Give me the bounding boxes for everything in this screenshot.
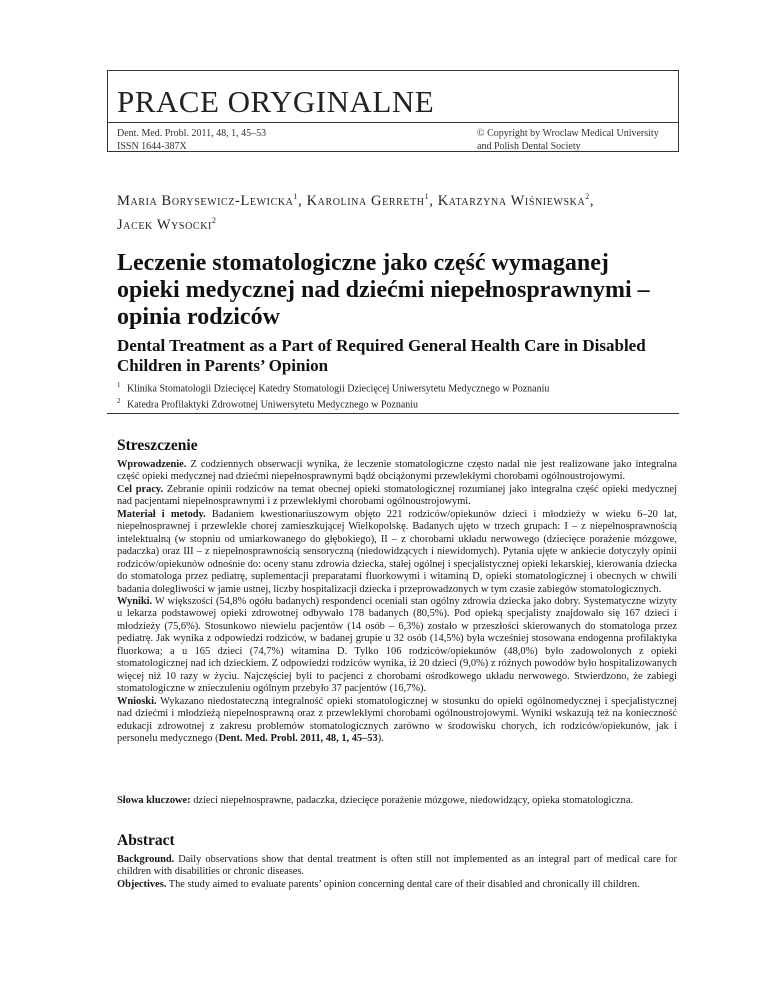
copyright-line-2: and Polish Dental Society <box>477 141 581 152</box>
author-affiliation-ref: 1 <box>293 192 299 201</box>
streszczenie-body <box>117 459 677 745</box>
affiliation-list <box>117 379 697 412</box>
keywords <box>117 795 677 807</box>
author: Katarzyna Wiśniewska$^2$, <box>437 192 595 209</box>
abstract-heading: Abstract <box>117 832 175 849</box>
journal-issn: ISSN 1644-387X <box>117 141 187 152</box>
keywords-text: dzieci niepełnosprawne, padaczka, dziecięce porażenie mózgowe, niedowidzący, opieka stomatologiczna. <box>190 795 634 806</box>
author-affiliation-ref: 2 <box>585 192 590 201</box>
author: Jacek Wysocki$^2$ <box>117 215 217 233</box>
copyright-line-1: © Copyright by Wroclaw Medical University <box>477 128 659 139</box>
affiliation: 1 Klinika Stomatologii Dziecięcej Katedry Stomatologii Dziecięcej Uniwersytetu Medycznego w Poznaniu <box>117 381 550 395</box>
copyright-notice <box>477 127 659 153</box>
header-divider <box>107 122 679 123</box>
title-polish: Leczenie stomatologiczne jako część wymaganej opieki medycznej nad dziećmi niepełnosprawnymi – opinia rodziców <box>117 250 650 330</box>
author: Karolina Gerreth$^1$, <box>306 192 438 209</box>
journal-citation: Dent. Med. Probl. 2011, 48, 1, 45–53 <box>117 128 267 139</box>
citation-ref: Dent. Med. Probl. 2011, 48, 1, 45–53 <box>218 732 378 744</box>
author-affiliation-ref: 1 <box>424 192 430 201</box>
keywords-label: Słowa kluczowe: <box>117 795 191 806</box>
abstract-paragraph: Objectives. The study aimed to evaluate parents’ opinion concerning dental care of their disabled and chronically ill children. <box>117 878 640 890</box>
abstract-paragraph: Wprowadzenie. Z codziennych obserwacji wynika, że leczenie stomatologiczne często nadal nie jest realizowane jako integralna część opieki medycznej nad dziećmi niepełnosprawnymi bądź obciążonymi przewlekłymi chorobami ogólnoustrojowymi. <box>117 459 677 483</box>
abstract-paragraph: Background. Daily observations show that dental treatment is often still not implemented as an integral part of medical care for children with disabilities or chronic diseases. <box>117 854 677 878</box>
title-english: Dental Treatment as a Part of Required General Health Care in Disabled Children in Parents’ Opinion <box>117 336 646 375</box>
header-rule <box>107 413 679 414</box>
abstract-paragraph: Materiał i metody. Badaniem kwestionariuszowym objęto 221 rodziców/opiekunów dzieci i młodzieży w wieku 6–20 lat, niepełnosprawnej i przewlekle chorej zamieszkującej Wielkopolskę. Badanych ujęto w trzech grupach: I – z niepełnosprawnością intelektualną (w stopniu od umiarkowanego do głębokiego), II – z chorobami układu nerwowego (dziecięce porażenie mózgowe, padaczka) oraz III – z niepełnosprawnością sensoryczną (niedowidzących i niewidomych). Pytania ujęte w ankiecie dotyczyły opinii rodziców/opiekunów odnośnie do: oceny stanu zdrowia dziecka, stałej ogólnej i specjalistycznej opieki lekarskiej, kierowania dziecka do stomatologa przez pediatrę, suplementacji preparatami fluorkowymi i witaminą D, opieki stomatologicznej i obecnych w chwili badania dolegliwości w jamie ustnej, liczby hospitalizacji dziecka i przeprowadzonych w tym czasie zabiegów stomatologicznych. <box>117 508 677 595</box>
affiliation: 2 Katedra Profilaktyki Zdrowotnej Uniwersytetu Medycznego w Poznaniu <box>117 397 419 411</box>
author-list <box>117 187 677 235</box>
abstract-paragraph: Wnioski. Wykazano niedostateczną integralność opieki stomatologicznej w stosunku do opieki ogólnomedycznej i specjalistycznej nad dziećmi i młodzieżą niepełnosprawną oraz z przewlekłymi chorobami ogólnoustrojowymi. Wyniki wskazują też na konieczność edukacji zdrowotnej z zakresu problemów stomatologicznych zarówno w środowisku chorych, ich rodziców/opiekunów, jak i personelu medycznego (Dent. Med. Probl. 2011, 48, 1, 45–53). <box>117 695 677 744</box>
section-title: PRACE ORYGINALNE <box>117 84 435 119</box>
abstract-paragraph: Cel pracy. Zebranie opinii rodziców na temat obecnej opieki stomatologicznej rozumianej jako integralna część opieki medycznej nad pacjentami niepełnosprawnymi i z przewlekłymi chorobami ogólnoustrojowymi. <box>117 483 677 508</box>
author-affiliation-ref: 2 <box>211 215 217 225</box>
journal-meta <box>117 127 266 153</box>
streszczenie-heading: Streszczenie <box>117 437 198 454</box>
abstract-paragraph: Wyniki. W większości (54,8% ogółu badanych) respondenci oceniali stan ogólny zdrowia dziecka jako dobry. Systematyczne wizyty u lekarza podstawowej opieki zdrowotnej odbywało 178 badanych (80,5%). Pod opieką specjalisty znajdowało się 167 dzieci i młodzieży (75,6%). Stosunkowo niewielu pacjentów (14 osób – 6,3%) zostało w przeszłości skierowanych do stomatologa przez pediatrę. Jak wynika z odpowiedzi rodziców, w badanej grupie u 32 osób (14,5%) była wcześniej stosowana endogenna profilaktyka fluorkowa; a u 165 dzieci (74,7%) witamina D. Tylko 106 rodziców/opiekunów (48,0%) było zadowolonych z opieki stomatologicznej nad ich dzieckiem. Z odpowiedzi rodziców wynika, iż 20 dzieci (9,0%) z różnych powodów było hospitalizowanych więcej niż 10 razy w życiu. Najczęściej byli to pacjenci z chorobami ośrodkowego układu nerwowego. Stwierdzono, że zabiegi stomatologiczne w znieczuleniu ogólnym przebyło 37 pacjentów (16,7%). <box>117 595 677 695</box>
author: Maria Borysewicz-Lewicka$^1$, <box>117 192 307 209</box>
abstract-body <box>117 854 677 891</box>
